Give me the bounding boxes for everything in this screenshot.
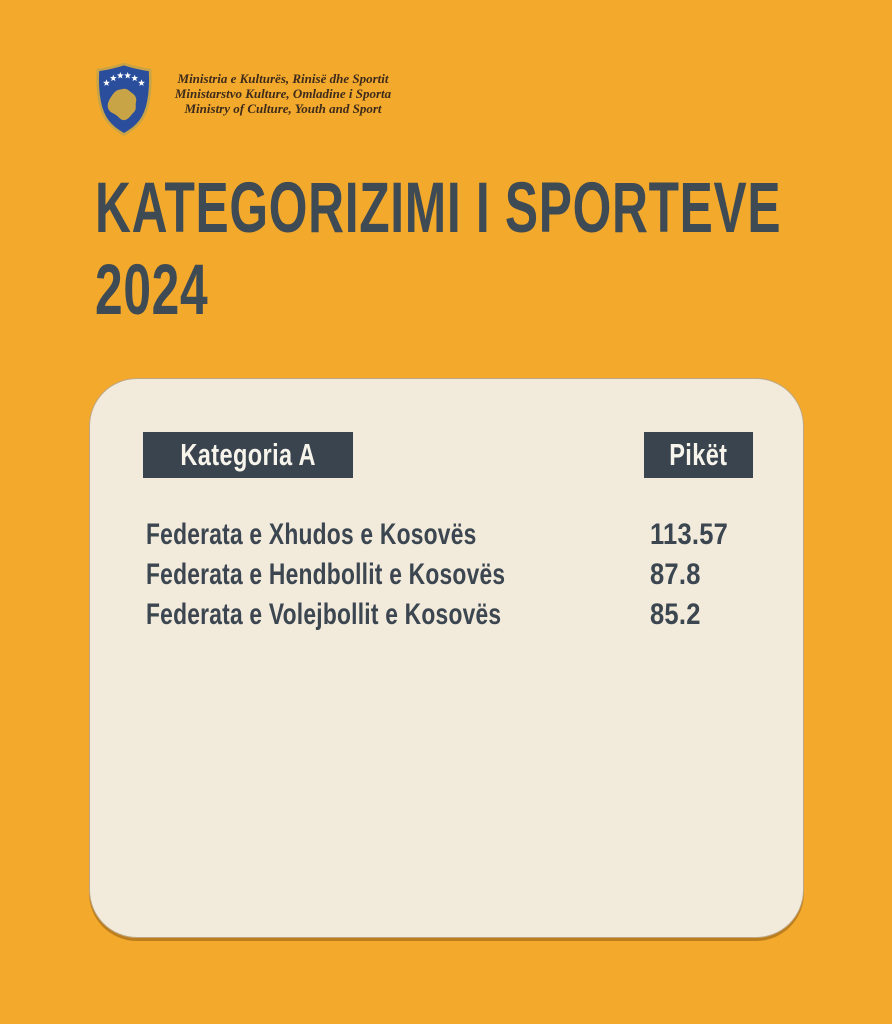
ministry-name-block (167, 71, 399, 136)
federation-name: Federata e Xhudos e Kosovës (146, 518, 477, 551)
ministry-name-sr: Ministarstvo Kulture, Omladine i Sporta (174, 86, 392, 101)
federation-name: Federata e Volejbollit e Kosovës (146, 598, 502, 631)
page-title-line2: 2024 (95, 251, 209, 330)
category-badge-label: Kategoria A (180, 437, 316, 472)
kosovo-emblem-icon (95, 63, 153, 136)
points-badge (644, 432, 753, 478)
federation-points: 87.8 (650, 558, 701, 591)
card-header-row (143, 432, 753, 478)
federation-points: 113.57 (650, 518, 729, 551)
table-row (146, 555, 773, 595)
federation-table (146, 515, 773, 635)
ministry-name-sq: Ministria e Kulturës, Rinisë dhe Sportit (177, 71, 389, 86)
ministry-header (95, 63, 399, 136)
federation-name: Federata e Hendbollit e Kosovës (146, 558, 506, 591)
page-title (95, 168, 892, 332)
category-card (89, 378, 804, 938)
points-badge-label: Pikët (669, 437, 728, 472)
table-row (146, 595, 773, 635)
federation-points: 85.2 (650, 598, 701, 631)
page-title-line1: KATEGORIZIMI I SPORTEVE (95, 169, 782, 248)
table-row (146, 515, 773, 555)
category-badge (143, 432, 353, 478)
ministry-name-en: Ministry of Culture, Youth and Sport (184, 101, 382, 116)
